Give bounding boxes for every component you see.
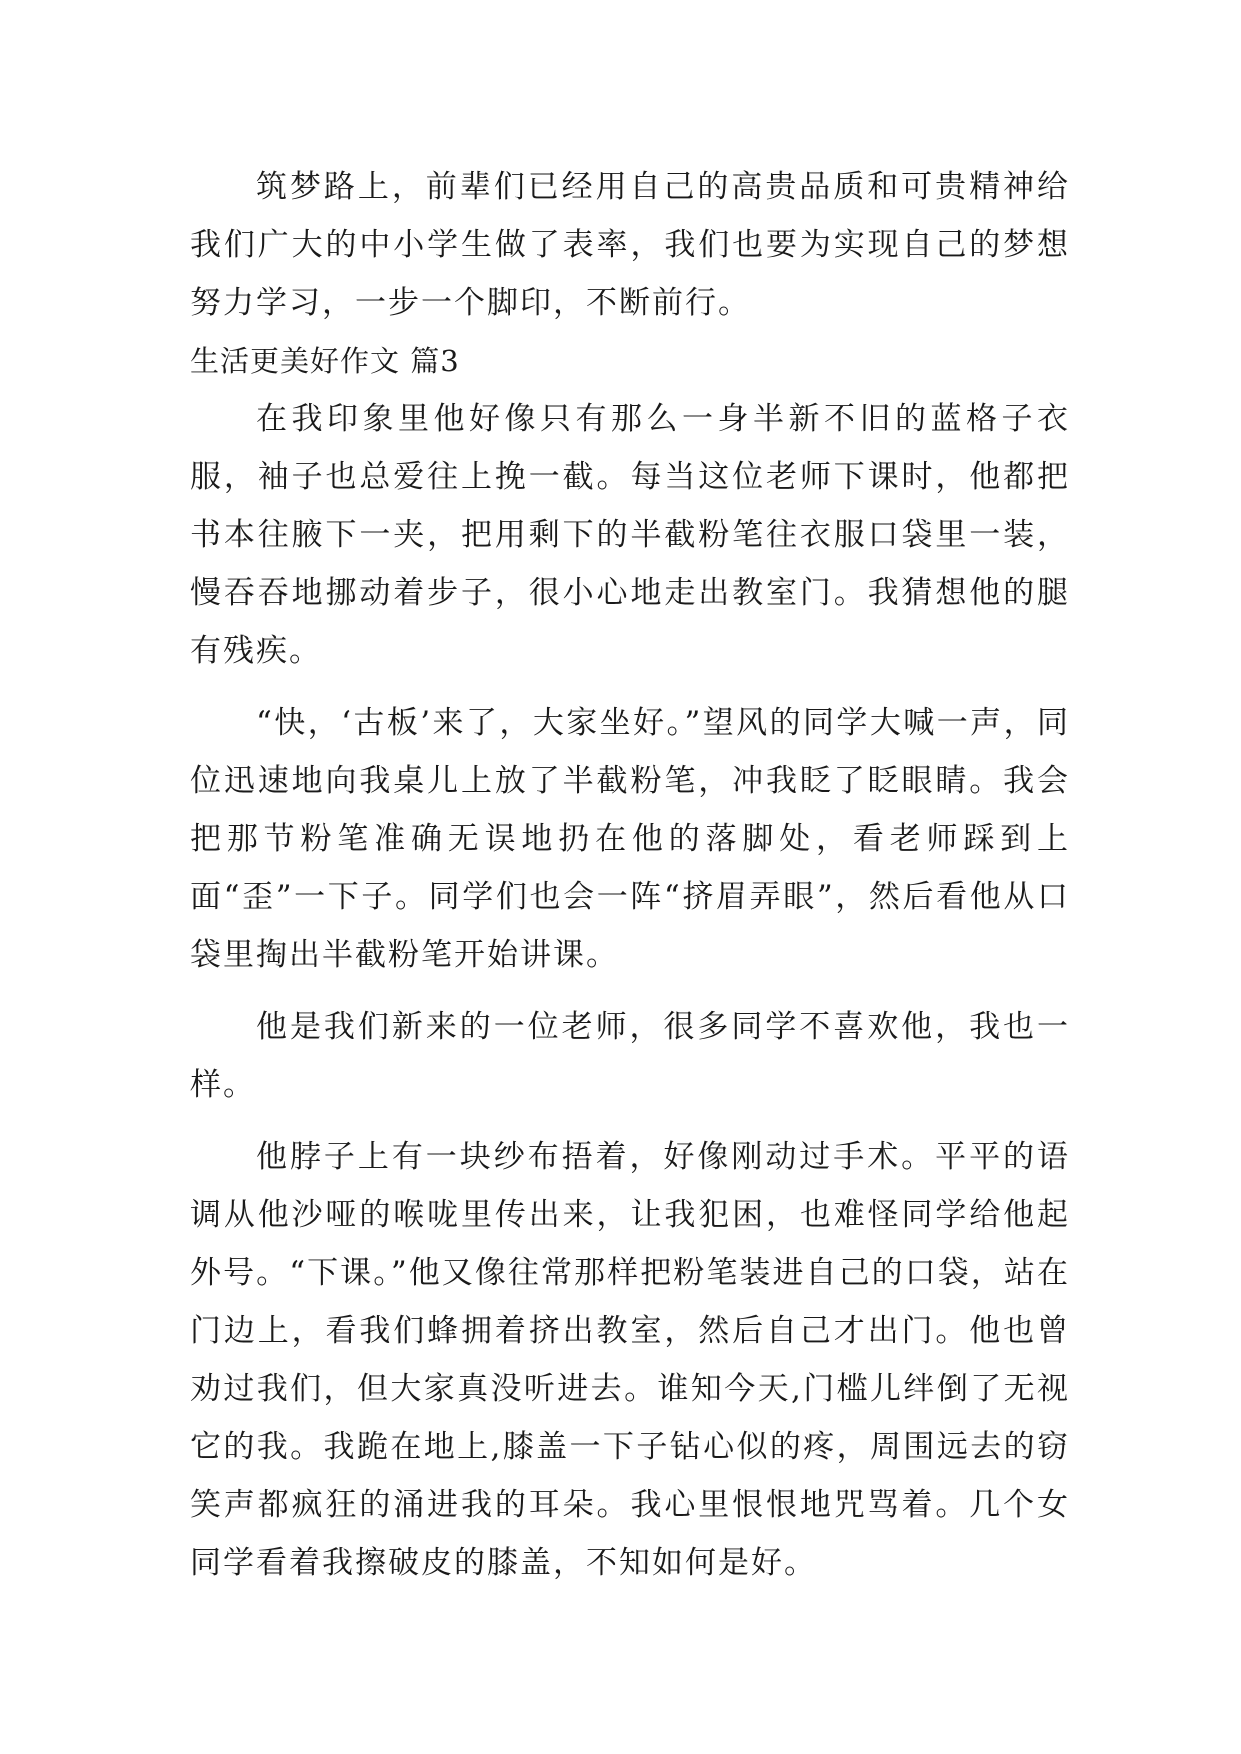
paragraph-5: 他脖子上有一块纱布捂着，好像刚动过手术。平平的语调从他沙哑的喉咙里传出来，让我犯困，也难怪同学给他起外号。“下课。”他又像往常那样把粉笔装进自己的口袋，站在门边上，看我们蜂拥着挤出教室，然后自己才出门。他也曾劝过我们，但大家真没听进去。谁知今天,门槛儿绊倒了无视它的我。我跪在地上,膝盖一下子钻心似的疼，周围远去的窃笑声都疯狂的涌进我的耳朵。我心里恨恨地咒骂着。几个女同学看着我擦破皮的膝盖，不知如何是好。 [190, 1139, 1070, 1581]
paragraph-4: 他是我们新来的一位老师，很多同学不喜欢他，我也一样。 [190, 1009, 1070, 1103]
paragraph-1: 筑梦路上，前辈们已经用自己的高贵品质和可贵精神给我们广大的中小学生做了表率，我们也要为实现自己的梦想努力学习，一步一个脚印，不断前行。 [190, 169, 1070, 321]
document-body [190, 158, 1070, 1592]
paragraph-2: 在我印象里他好像只有那么一身半新不旧的蓝格子衣服，袖子也总爱往上挽一截。每当这位老师下课时，他都把书本往腋下一夹，把用剩下的半截粉笔往衣服口袋里一装，慢吞吞地挪动着步子，很小心地走出教室门。我猜想他的腿有残疾。 [190, 401, 1070, 669]
section-heading: 生活更美好作文 篇3 [190, 344, 460, 378]
paragraph-3: “快，‘古板’来了，大家坐好。”望风的同学大喊一声，同位迅速地向我桌儿上放了半截粉笔，冲我眨了眨眼睛。我会把那节粉笔准确无误地扔在他的落脚处，看老师踩到上面“歪”一下子。同学们也会一阵“挤眉弄眼”，然后看他从口袋里掏出半截粉笔开始讲课。 [190, 705, 1070, 973]
